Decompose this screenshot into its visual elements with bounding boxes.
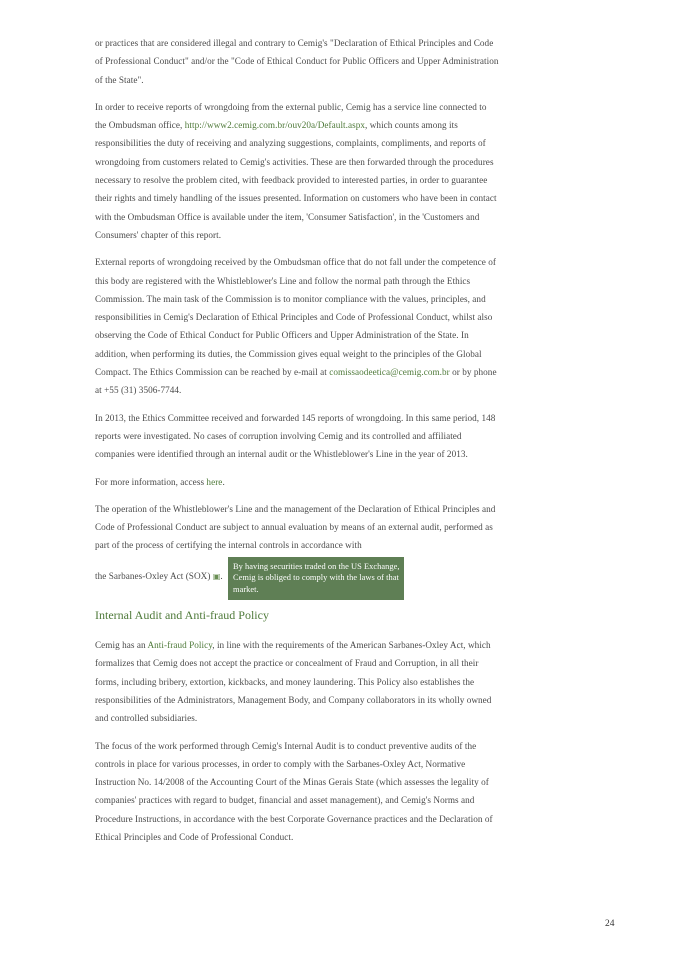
paragraph-antifraud [95, 636, 499, 727]
text: , in line with the requirements of the American Sarbanes-Oxley Act, which formalizes that Cemig does not accept the practice or concealment of Fraud and Corruption, in all their forms, including bribery, extortion, kickbacks, and money laundering. This Policy also establishes the responsibilities of the Administrators, Management Body, and Company collaborators in its wholly owned and controlled subsidiaries. [95, 640, 492, 724]
paragraph-ethics-codes: or practices that are considered illegal and contrary to Cemig's "Declaration of Ethical Principles and Code of Professional Conduct" and/or the "Code of Ethical Conduct for Public Officers and Upper Administration of the State". [95, 38, 499, 85]
page-body [95, 34, 499, 855]
sox-line [95, 561, 499, 594]
text: In order to receive reports of wrongdoing from the external public, Cemig has a service line connected to the Ombudsman office, [95, 101, 487, 131]
ethics-email-link[interactable]: comissaodeetica@cemig.com.br [329, 367, 450, 378]
section-heading: Internal Audit and Anti-fraud Policy [95, 608, 269, 623]
text: . [222, 476, 225, 487]
text: External reports of wrongdoing received by the Ombudsman office that do not fall under the competence of this body are registered with the Whistleblower's Line and follow the normal path through the Ethics Commission. The main task of the Commission is to monitor compliance with the values, principles, and responsibilities in Cemig's Declaration of Ethical Principles and Code of Professional Conduct, whilst also observing the Code of Ethical Conduct for Public Officers and Upper Administration of the State. In addition, when performing its duties, the Commission gives equal weight to the principles of the Global Compact. The Ethics Commission can be reached by e-mail at [95, 257, 496, 378]
paragraph-2013-reports: In 2013, the Ethics Committee received and forwarded 145 reports of wrongdoing. In this same period, 148 reports were investigated. No cases of corruption involving Cemig and its controlled and affiliated companies were identified through an internal audit or the Whistleblower's Line in the year of 2013. [95, 412, 496, 460]
tooltip-trigger-icon[interactable]: ▣ [212, 571, 221, 581]
antifraud-policy-link[interactable]: Anti-fraud Policy [147, 640, 213, 651]
text: For more information, access [95, 476, 207, 487]
paragraph-audit-operation: The operation of the Whistleblower's Line and the management of the Declaration of Ethical Principles and Code of Professional Conduct are subject to annual evaluation by means of an external audit, performed as part of the process of certifying the internal controls in accordance with [95, 503, 496, 551]
paragraph-more-info [95, 473, 499, 491]
here-link[interactable]: here [206, 476, 223, 487]
text: . [220, 570, 223, 581]
sox-text: the Sarbanes-Oxley Act (SOX) [95, 570, 211, 581]
page-number: 24 [605, 919, 615, 929]
text: , which counts among its responsibilities the duty of receiving and analyzing suggestions, complaints, compliments, and reports of wrongdoing from customers related to Cemig's activities. These are then forwarded through the procedures necessary to resolve the problem cited, with feedback provided to interested parties, in order to guarantee their rights and timely handling of the issues presented. Information on customers who have been in contact with the Ombudsman Office is available under the item, 'Consumer Satisfaction', in the 'Customers and Consumers' chapter of this report. [95, 120, 497, 240]
text: or by phone at +55 (31) 3506-7744. [95, 367, 497, 396]
paragraph-whistleblower [95, 253, 499, 399]
ombudsman-link[interactable]: http://www2.cemig.com.br/ouv20a/Default.aspx [184, 120, 366, 131]
sox-tooltip: By having securities traded on the US Exchange, Cemig is obliged to comply with the laws of that market. [228, 557, 404, 600]
paragraph-internal-audit: The focus of the work performed through Cemig's Internal Audit is to conduct preventive audits of the controls in place for various processes, in order to comply with the Sarbanes-Oxley Act, Normative Instruction No. 14/2008 of the Accounting Court of the Minas Gerais State (which assesses the legality of companies' practices with regard to budget, financial and asset management), and Cemig's Norms and Procedure Instructions, in accordance with the best Corporate Governance practices and the Declaration of Ethical Principles and Code of Professional Conduct. [95, 740, 493, 842]
text: Cemig has an [95, 640, 148, 651]
paragraph-ombudsman [95, 98, 499, 244]
